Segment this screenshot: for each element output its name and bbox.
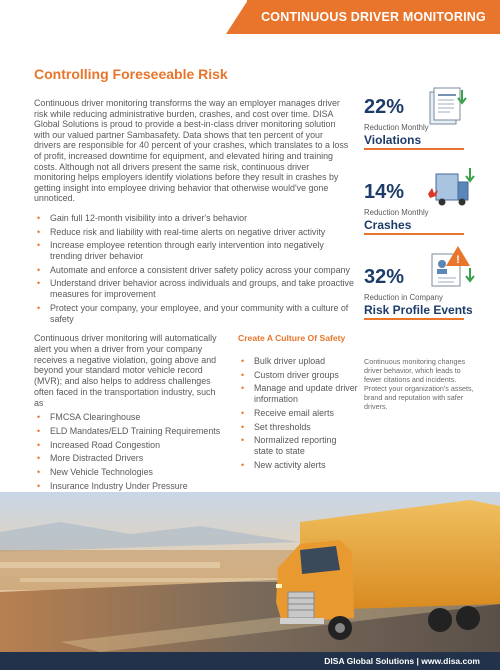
list-item: • Automate and enforce a consistent driver safety policy across your company — [34, 265, 354, 276]
stat-caption: Reduction in Company — [364, 293, 443, 302]
list-item: • FMCSA Clearinghouse — [34, 412, 234, 423]
stat-caption: Reduction Monthly — [364, 208, 429, 217]
list-item: • ELD Mandates/ELD Training Requirements — [34, 426, 234, 437]
culture-title: Create A Culture Of Safety — [238, 333, 346, 343]
alerts-paragraph: Continuous driver monitoring will automatically alert you when a driver from your company receives a negative violation, going above and beyond your standard motor vehicle record (MVR); and also helps to address challenges often faced in the transportation industry, such as — [34, 333, 217, 408]
list-item: • New Vehicle Technologies — [34, 467, 234, 478]
list-item: • Understand driver behavior across individuals and groups, and take proactive measures for improvement — [34, 278, 354, 300]
list-item: • Normalized reporting state to state — [238, 435, 358, 457]
list-item: • More Distracted Drivers — [34, 453, 234, 464]
intro-paragraph: Continuous driver monitoring transforms the way an employer manages driver risk while reducing administrative burden, crashes, and cost over time. DISA Global Solutions is proud to provide a best-in-class driver monitoring solution with our valued partner Sambasafety. Data shows that ten percent of your drivers are responsible for 40 percent of your crashes, which translates to a loss of profit, increased downtime for equipment, and elevated hiring and training costs. Although not all drivers present the same risk, continuous driver monitoring helps employers identify violations before they result in crashes by getting insight into employee driving behavior that otherwise would've gone unnoticed. — [34, 98, 349, 204]
stat-label: Crashes — [364, 218, 412, 232]
stat-label: Risk Profile Events — [364, 303, 473, 317]
section-title: Controlling Foreseeable Risk — [34, 66, 228, 82]
list-item: • Manage and update driver information — [238, 383, 358, 405]
list-item: • Custom driver groups — [238, 370, 358, 381]
stat-divider — [364, 318, 464, 320]
list-item: • Reduce risk and liability with real-time alerts on negative driver activity — [34, 227, 354, 238]
stat-percent: 22% — [364, 96, 405, 118]
stat-percent: 32% — [364, 266, 405, 288]
side-note: Continuous monitoring changes driver behavior, which leads to fewer citations and incidents. Protect your organization's assets, brand and reputation with safer drivers. — [364, 357, 474, 411]
benefits-list — [34, 213, 354, 328]
svg-text:!: ! — [456, 254, 460, 266]
list-item: • Receive email alerts — [238, 408, 358, 419]
list-item: • Bulk driver upload — [238, 356, 358, 367]
header-slant — [226, 0, 248, 34]
document-checklist-icon — [426, 86, 474, 126]
challenges-list — [34, 412, 234, 495]
list-item: • Protect your company, your employee, and your community with a culture of safety — [34, 303, 354, 325]
truck-crash-icon — [424, 166, 476, 214]
header-banner — [247, 0, 500, 34]
stat-label: Violations — [364, 133, 422, 147]
stat-divider — [364, 148, 464, 150]
list-item: • New activity alerts — [238, 460, 358, 471]
list-item: • Insurance Industry Under Pressure — [34, 481, 234, 492]
list-item: • Increased Road Congestion — [34, 440, 234, 451]
list-item: • Increase employee retention through early intervention into negatively trending driver behavior — [34, 240, 354, 262]
list-item: • Gain full 12-month visibility into a driver's behavior — [34, 213, 354, 224]
footer-bar — [0, 652, 500, 670]
stat-caption: Reduction Monthly — [364, 123, 429, 132]
list-item: • Set thresholds — [238, 422, 358, 433]
profile-warning-icon — [428, 244, 476, 288]
truck-photo — [0, 492, 500, 652]
header-title: CONTINUOUS DRIVER MONITORING — [261, 10, 486, 24]
stat-percent: 14% — [364, 181, 405, 203]
culture-list — [238, 356, 358, 474]
footer-text: DISA Global Solutions | www.disa.com — [324, 656, 480, 666]
stat-divider — [364, 233, 464, 235]
